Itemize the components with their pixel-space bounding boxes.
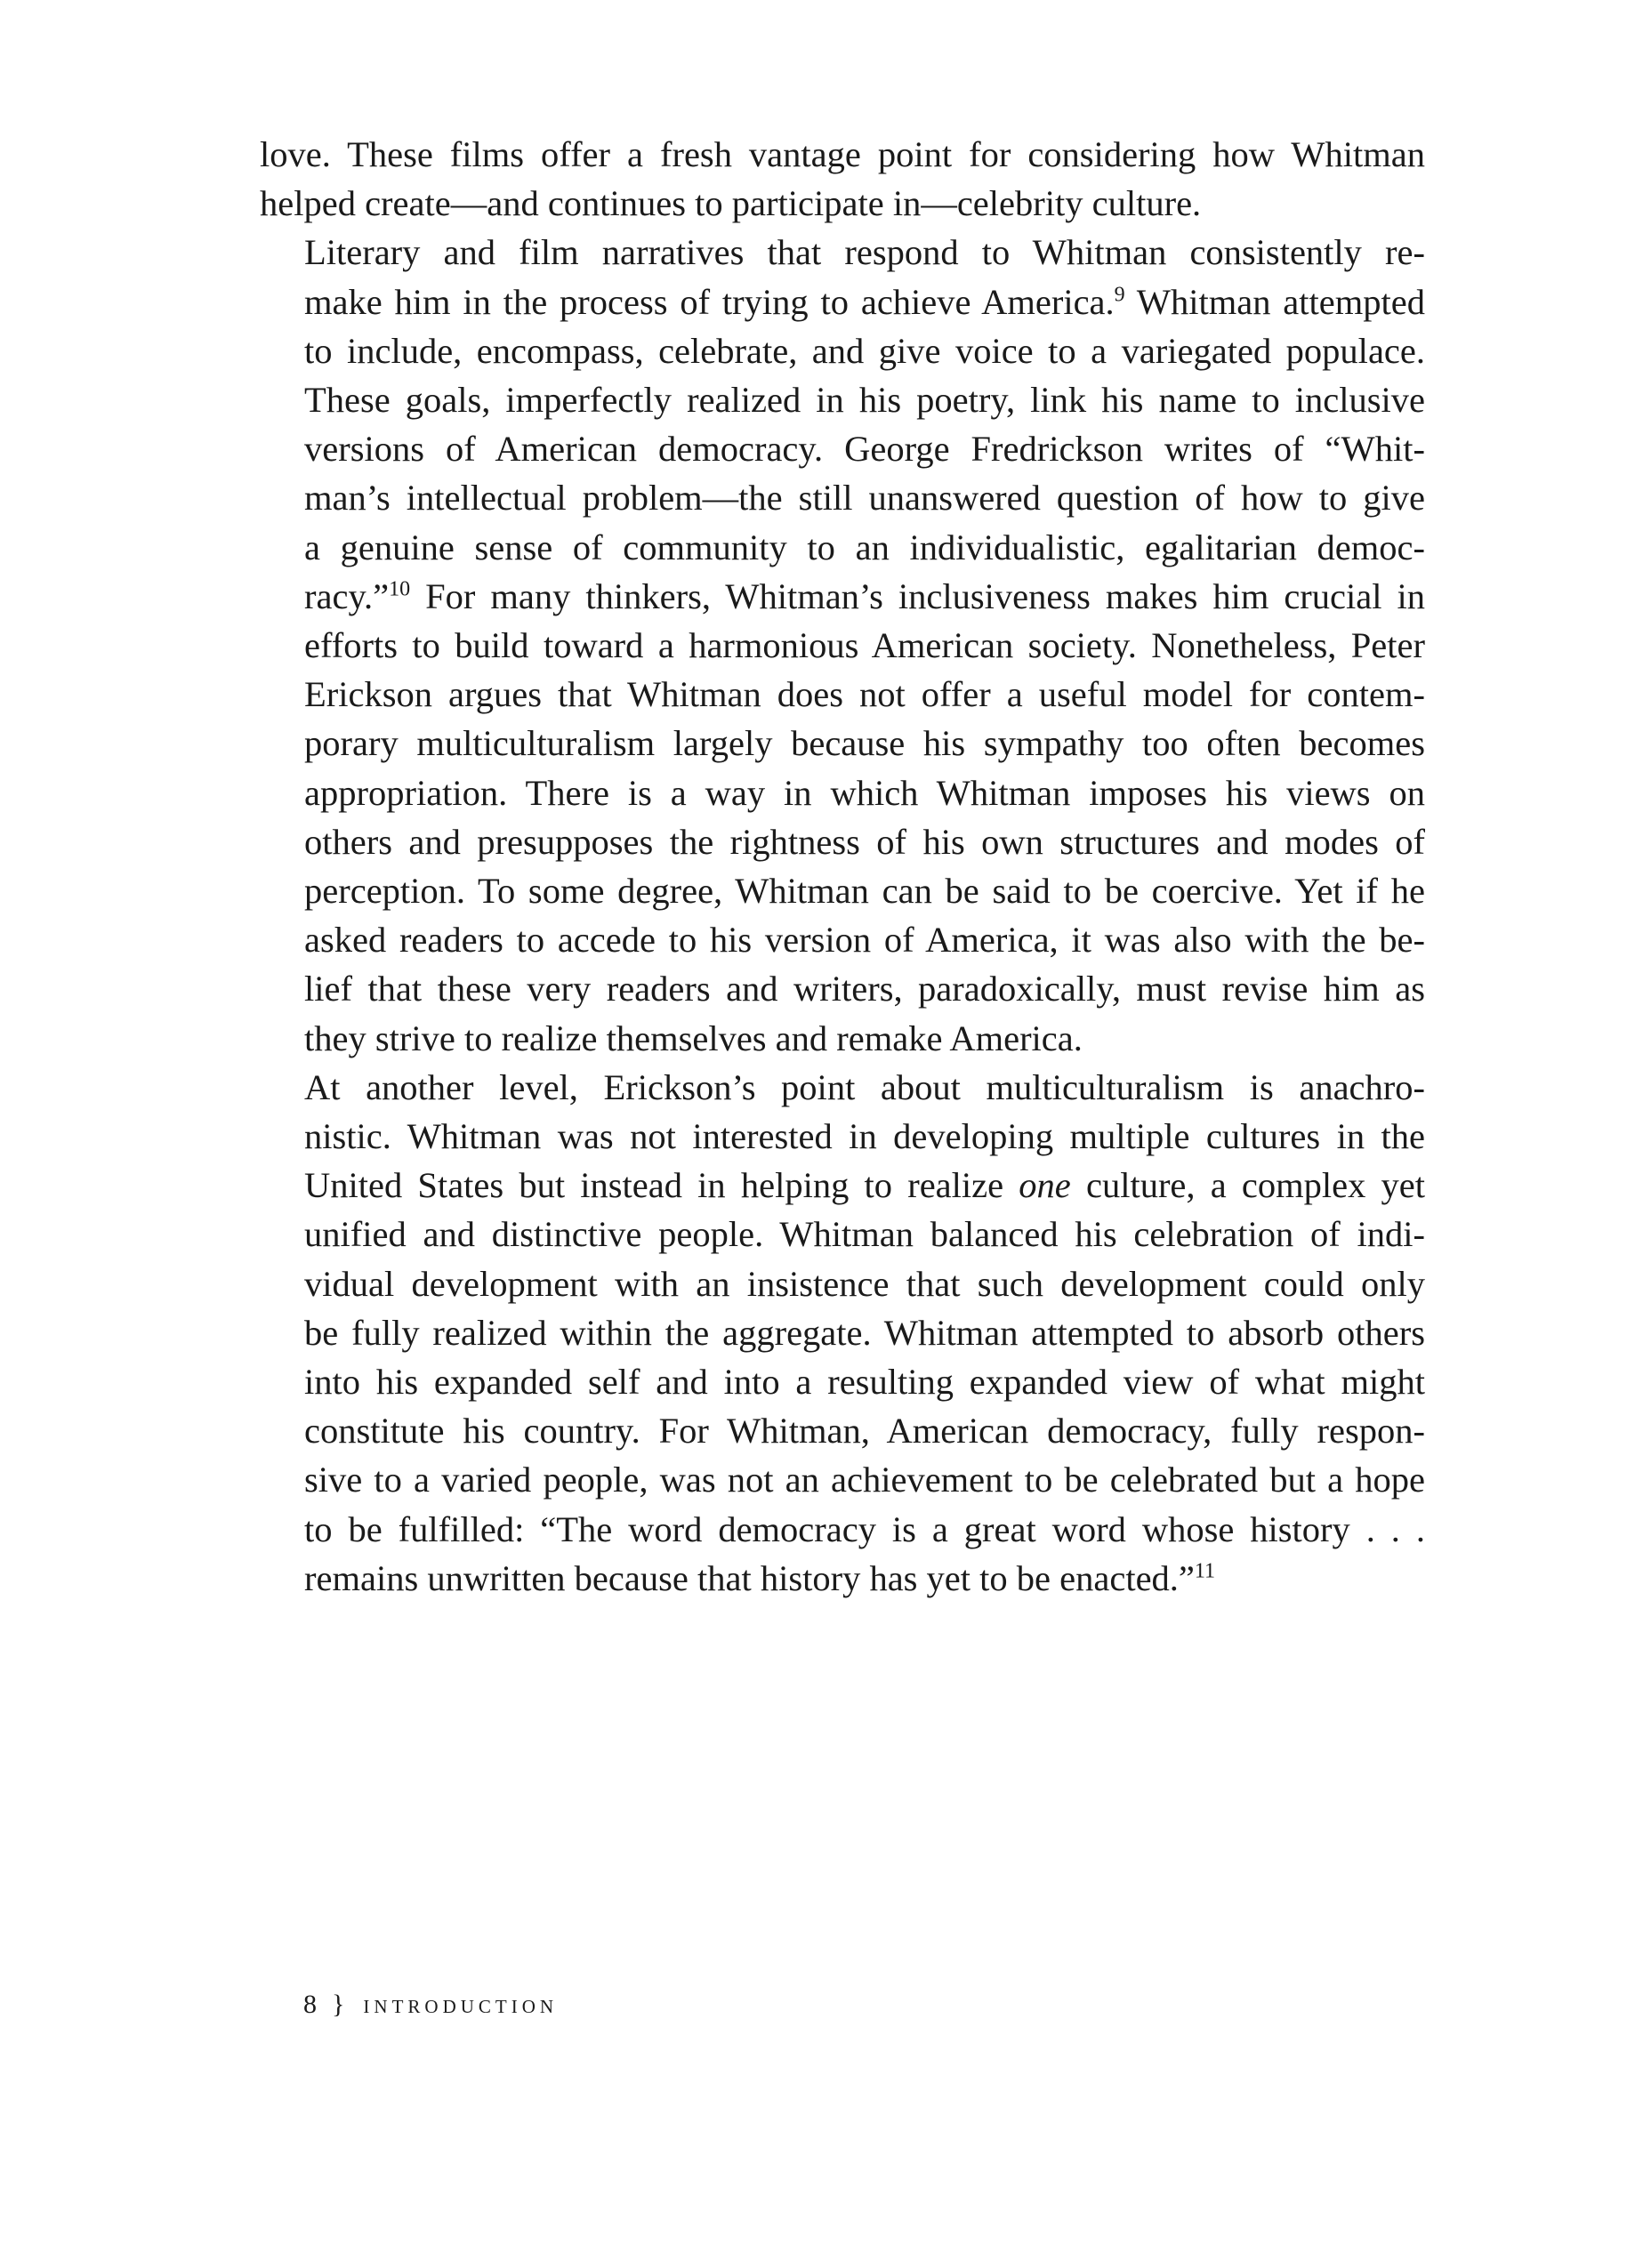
text-line (260, 1554, 1425, 1603)
text-line: Literary and film narratives that respond to Whitman consistently re- (304, 232, 1425, 273)
text-line (260, 1161, 1425, 1210)
text-line: a genuine sense of community to an individualistic, egalitarian democ- (304, 527, 1425, 567)
text-line: These goals, imperfectly realized in his poetry, link his name to inclusive (304, 380, 1425, 421)
text-line: porary multiculturalism largely because his sympathy too often becomes (304, 723, 1425, 764)
text-line: asked readers to accede to his version of America, it was also with the be- (304, 920, 1425, 961)
text-segment: make him in the process of trying to achieve America. (304, 281, 1115, 322)
footnote-marker-10[interactable]: 10 (389, 577, 411, 601)
text-line: vidual development with an insistence that such development could only (304, 1263, 1425, 1304)
body-text (260, 130, 1425, 1603)
text-line: lief that these very readers and writers, paradoxically, must revise him as (304, 969, 1425, 1009)
text-line: unified and distinctive people. Whitman balanced his celebration of indi- (304, 1214, 1425, 1255)
text-line: nistic. Whitman was not interested in developing multiple cultures in the (304, 1116, 1425, 1157)
text-line: versions of American democracy. George Fredrickson writes of “Whit- (304, 429, 1425, 470)
page-footer (303, 1990, 558, 2020)
footer-separator: } (332, 1990, 348, 2019)
paragraph-2 (260, 228, 1425, 1062)
text-line (260, 572, 1425, 621)
page-number: 8 (303, 1990, 319, 2019)
text-line: into his expanded self and into a resulting expanded view of what might (304, 1362, 1425, 1403)
footnote-marker-9[interactable]: 9 (1114, 283, 1125, 307)
text-line: sive to a varied people, was not an achievement to be celebrated but a hope (304, 1460, 1425, 1500)
text-line: to be fulfilled: “The word democracy is a great word whose history . . . (304, 1508, 1425, 1549)
text-line (260, 277, 1425, 326)
text-line: perception. To some degree, Whitman can be said to be coercive. Yet if he (304, 871, 1425, 912)
text-segment: United States but instead in helping to realize (304, 1165, 1019, 1206)
text-segment: racy.” (304, 575, 390, 616)
text-line: Erickson argues that Whitman does not offer a useful model for contem- (304, 674, 1425, 715)
text-segment: remains unwritten because that history has yet to be enacted.” (304, 1557, 1195, 1598)
paragraph-3 (260, 1063, 1425, 1603)
text-line: efforts to build toward a harmonious American society. Nonetheless, Peter (304, 625, 1425, 666)
text-line: At another level, Erickson’s point about multiculturalism is anachro- (304, 1066, 1425, 1107)
text-line: others and presupposes the rightness of his own structures and modes of (304, 821, 1425, 862)
text-line: be fully realized within the aggregate. Whitman attempted to absorb others (304, 1312, 1425, 1353)
emphasis-one: one (1019, 1165, 1071, 1206)
text-segment: Whitman attempted (1124, 281, 1425, 322)
text-line: helped create—and continues to participate in—celebrity culture. (260, 183, 1202, 224)
running-head: introduction (363, 1990, 559, 2019)
text-line: constitute his country. For Whitman, American democracy, fully respon- (304, 1411, 1425, 1452)
text-line: man’s intellectual problem—the still unanswered question of how to give (304, 478, 1425, 519)
text-line: appropriation. There is a way in which Whitman imposes his views on (304, 772, 1425, 813)
paragraph-1 (260, 130, 1425, 228)
text-line: they strive to realize themselves and remake America. (304, 1017, 1083, 1058)
text-line: to include, encompass, celebrate, and give voice to a variegated populace. (304, 330, 1425, 371)
text-segment: For many thinkers, Whitman’s inclusiveness makes him crucial in (410, 575, 1425, 616)
footnote-marker-11[interactable]: 11 (1194, 1559, 1216, 1583)
text-line: love. These films offer a fresh vantage point for considering how Whitman (260, 134, 1425, 174)
text-segment: culture, a complex yet (1070, 1165, 1425, 1206)
